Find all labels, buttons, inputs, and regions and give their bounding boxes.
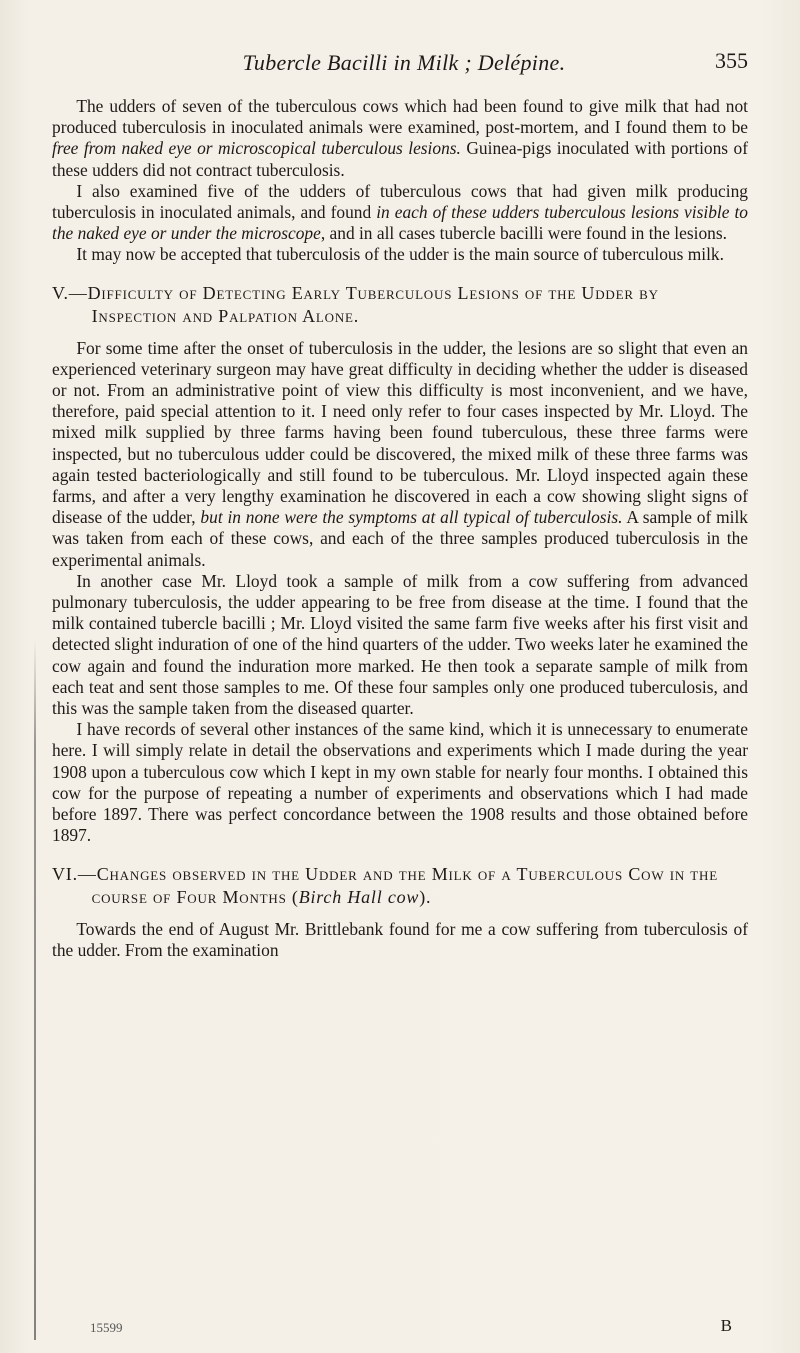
paragraph-udders-seven-cows: The udders of seven of the tuberculous cows which had been found to give milk that had not produced tuberculosis in inoculated animals were examined, post-mortem, and I found them to be free from naked eye or microscopical tuberculous lesions. Guinea-pigs inoculated with portions of these udders did not contract tuberculosis. [52,96,748,180]
paragraph-towards-end-of-august: Towards the end of August Mr. Brittlebank found for me a cow suffering from tuberculosis of the udder. From the examination [52,918,748,960]
page-footer [90,1316,732,1338]
binding-shadow [34,640,36,1340]
page-number: 355 [715,48,748,73]
paragraph-records: I have records of several other instances of the same kind, which it is unnecessary to enumerate here. I will simply relate in detail the observations and experiments which I made during the year 1908 upon a tuberculous cow which I kept in my own stable for nearly four months. I obtained this cow for the purpose of repeating a number of experiments and observations which I had made before 1897. There was perfect concordance between the 1908 results and those obtained before 1897. [52,719,748,846]
sheet-letter: B [720,1316,732,1335]
paragraph-difficulty: For some time after the onset of tuberculosis in the udder, the lesions are so slight that even an experienced veterinary surgeon may have great difficulty in deciding whether the udder is diseased or not. From an administrative point of view this difficulty is most inconvenient, and we have, therefore, paid special attention to it. I need only refer to four cases inspected by Mr. Lloyd. The mixed milk supplied by three farms having been found tuberculous, these three farms were inspected, but no tuberculous udder could be discovered, the mixed milk of these three farms was again tested bacteriologically and still found to be tuberculous. Mr. Lloyd inspected again these farms, and after a very lengthy examination he discovered in each a cow showing slight signs of disease of the udder, but in none were the symptoms at all typical of tuberculosis. A sample of milk was taken from each of these cows, and each of the three samples produced tuberculosis in the experimental animals. [52,337,748,570]
section-heading-vi: VI.—Changes observed in the Udder and the Milk of a Tuberculous Cow in the course of Four Months (Birch Hall cow). [52,863,718,907]
page-header [60,48,748,78]
running-head: Tubercle Bacilli in Milk ; Delépine. [242,50,566,75]
paragraph-main-source: It may now be accepted that tuberculosis of the udder is the main source of tuberculous milk. [76,244,724,265]
printer-signature: 15599 [90,1320,123,1335]
section-heading-v: V.—Difficulty of Detecting Early Tuberculous Lesions of the Udder by Inspection and Palpation Alone. [52,282,659,326]
page-body [52,96,748,961]
paragraph-another-case: In another case Mr. Lloyd took a sample of milk from a cow suffering from advanced pulmonary tuberculosis, the udder appearing to be free from disease at the time. I found that the milk contained tubercle bacilli ; Mr. Lloyd visited the same farm five weeks after his first visit and detected slight induration of one of the hind quarters of the udder. Two weeks later he examined the cow again and found the induration more marked. He then took a separate sample of milk from each teat and sent those samples to me. Of these four samples only one produced tuberculosis, and this was the sample taken from the diseased quarter. [52,570,748,719]
paragraph-udders-five-cows: I also examined five of the udders of tuberculous cows that had given milk producing tuberculosis in inoculated animals, and found in each of these udders tuberculous lesions visible to the naked eye or under the microscope, and in all cases tubercle bacilli were found in the lesions. [52,180,748,244]
